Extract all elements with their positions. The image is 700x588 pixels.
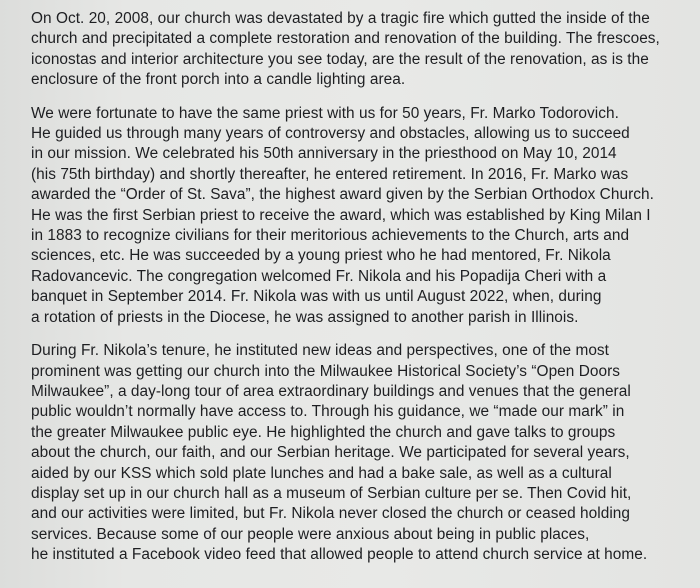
text-line: (his 75th birthday) and shortly thereafter, he entered retirement. In 2016, Fr. Marko was <box>31 165 629 183</box>
text-line: Radovancevic. The congregation welcomed Fr. Nikola and his Popadija Cheri with a <box>31 267 607 285</box>
text-line: and our activities were limited, but Fr. Nikola never closed the church or ceased holding <box>31 505 631 523</box>
text-line: about the church, our faith, and our Serbian heritage. We participated for several years, <box>31 444 630 462</box>
text-line: the greater Milwaukee public eye. He highlighted the church and gave talks to groups <box>31 423 616 441</box>
text-line: in our mission. We celebrated his 50th anniversary in the priesthood on May 10, 2014 <box>31 145 617 163</box>
text-line: During Fr. Nikola’s tenure, he instituted new ideas and perspectives, one of the most <box>31 342 610 360</box>
text-line: Milwaukee”, a day-long tour of area extraordinary buildings and venues that the general <box>31 382 631 400</box>
text-line: On Oct. 20, 2008, our church was devastated by a tragic fire which gutted the inside of the <box>31 10 650 27</box>
text-line: in 1883 to recognize civilians for their meritorious achievements to the Church, arts and <box>31 227 630 245</box>
text-line: public wouldn’t normally have access to. Through his guidance, we “made our mark” in <box>31 403 625 421</box>
text-line: banquet in September 2014. Fr. Nikola was with us until August 2022, when, during <box>31 288 602 306</box>
text-line: he instituted a Facebook video feed that allowed people to attend church service at home. <box>31 546 648 564</box>
text-line: iconostas and interior architecture you see today, are the result of the renovation, as is the <box>31 50 649 68</box>
text-line: He guided us through many years of controversy and obstacles, allowing us to succeed <box>31 125 630 143</box>
text-line: aided by our KSS which sold plate lunches and had a bake sale, as well as a cultural <box>31 464 612 482</box>
text-line: church and precipitated a complete restoration and renovation of the building. The frescoes, <box>31 30 660 48</box>
paragraph-fr-nikola-tenure <box>31 341 686 565</box>
text-line: We were fortunate to have the same priest with us for 50 years, Fr. Marko Todorovich. <box>31 104 619 122</box>
text-line: awarded the “Order of St. Sava”, the highest award given by the Serbian Orthodox Church. <box>31 186 654 204</box>
paragraph-fire-renovation <box>31 9 686 91</box>
text-line: prominent was getting our church into the Milwaukee Historical Society’s “Open Doors <box>31 362 621 380</box>
text-line: display set up in our church hall as a museum of Serbian culture per se. Then Covid hit, <box>31 484 632 502</box>
text-line: a rotation of priests in the Diocese, he was assigned to another parish in Illinois. <box>31 308 579 326</box>
text-line: enclosure of the front porch into a candle lighting area. <box>31 71 406 89</box>
paragraph-fr-marko <box>31 104 686 328</box>
text-line: sciences, etc. He was succeeded by a young priest who he had mentored, Fr. Nikola <box>31 247 611 265</box>
text-line: He was the first Serbian priest to receive the award, which was established by King Milan I <box>31 206 651 224</box>
text-line: services. Because some of our people were anxious about being in public places, <box>31 525 590 543</box>
